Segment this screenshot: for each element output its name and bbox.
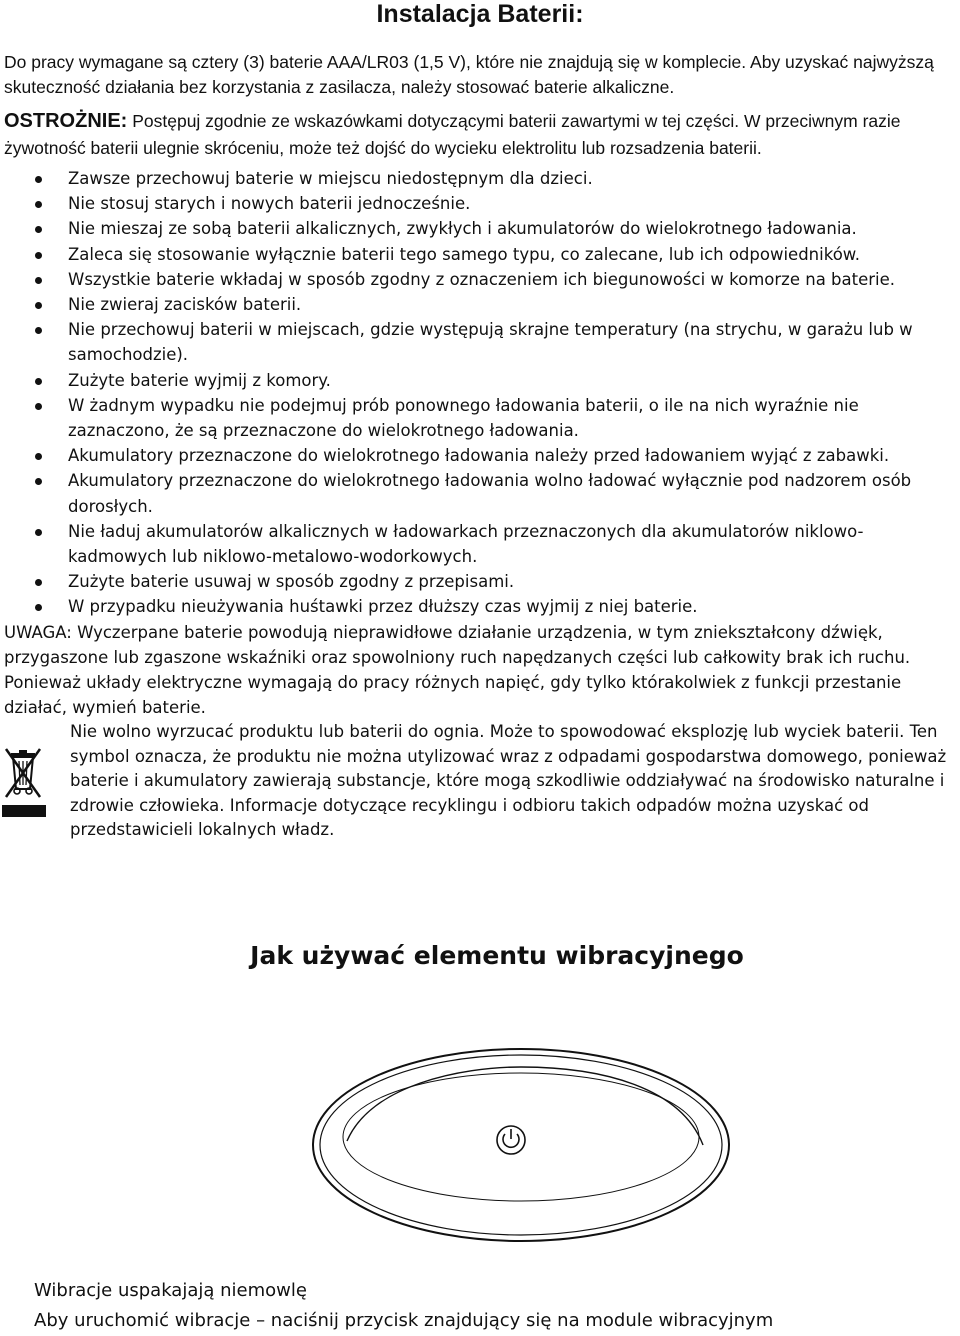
list-item <box>0 594 958 619</box>
power-button-icon[interactable] <box>497 1126 525 1154</box>
list-item-text: Zaleca się stosowanie wyłącznie baterii tego samego typu, co zalecane, lub ich odpowiedników. <box>68 244 861 264</box>
list-item-text: Nie stosuj starych i nowych baterii jednocześnie. <box>68 194 471 214</box>
list-item <box>0 267 958 292</box>
list-item-text: W przypadku nieużywania huśtawki przez dłuższy czas wyjmij z niej baterie. <box>68 597 698 617</box>
list-item <box>0 393 958 443</box>
list-item <box>0 368 958 393</box>
list-item <box>0 216 958 241</box>
bullet-dot-icon <box>35 478 42 485</box>
bullet-dot-icon <box>35 226 42 233</box>
bullet-dot-icon <box>35 453 42 460</box>
bullet-dot-icon <box>35 529 42 536</box>
list-item-text: Nie mieszaj ze sobą baterii alkalicznych, zwykłych i akumulatorów do wielokrotnego ładowania. <box>68 219 857 239</box>
vibration-module-illustration <box>311 1045 731 1245</box>
uwaga-paragraph: UWAGA: Wyczerpane baterie powodują nieprawidłowe działanie urządzenia, w tym zniekształcony dźwięk, przygaszone lub zgaszone wskaźniki oraz spowolniony ruch napędzanych części lub całkowity brak ich ruchu. Ponieważ układy elektryczne wymagają do pracy różnych napięć, gdy tylko którakolwiek z funkcji przestanie działać, wymień baterie. <box>4 623 911 717</box>
list-item-text: Nie zwieraj zacisków baterii. <box>68 295 302 315</box>
bullet-dot-icon <box>35 252 42 259</box>
warning-paragraph <box>4 108 956 162</box>
list-item-text: Akumulatory przeznaczone do wielokrotnego ładowania należy przed ładowaniem wyjąć z zabawki. <box>68 446 890 466</box>
disposal-paragraph: Nie wolno wyrzucać produktu lub baterii do ognia. Może to spowodować eksplozję lub wyciek baterii. Ten symbol oznacza, że produktu nie można utylizować wraz z odpadami gospodarstwa domowego, ponieważ baterie i akumulatory zawierają substancje, które mogą szkodliwie oddziaływać na środowisko naturalne i zdrowie człowieka. Informacje dotyczące recyklingu i odbioru takich odpadów można uzyskać od przedstawicieli lokalnych władz. <box>70 722 947 839</box>
bullet-dot-icon <box>35 378 42 385</box>
bullet-dot-icon <box>35 403 42 410</box>
list-item <box>0 166 958 191</box>
bullet-dot-icon <box>35 604 42 611</box>
bullet-dot-icon <box>35 327 42 334</box>
section-title: Jak używać elementu wibracyjnego <box>250 941 744 970</box>
list-item-text: Akumulatory przeznaczone do wielokrotnego ładowania wolno ładować wyłącznie pod nadzorem osób dorosłych. <box>68 471 912 516</box>
list-item-text: Zużyte baterie wyjmij z komory. <box>68 370 331 390</box>
bullet-dot-icon <box>35 302 42 309</box>
list-item <box>0 292 958 317</box>
list-item-text: Nie ładuj akumulatorów alkalicznych w ładowarkach przeznaczonych dla akumulatorów niklowo-kadmowych lub niklowo-metalowo-wodorkowych. <box>68 521 864 567</box>
list-item-text: Wszystkie baterie wkładaj w sposób zgodny z oznaczeniem ich biegunowości w komorze na baterie. <box>68 269 896 289</box>
list-item-text: W żadnym wypadku nie podejmuj prób ponownego ładowania baterii, o ile na nich wyraźnie nie zaznaczono, że są przeznaczone do wielokrotnego ładowania. <box>68 395 859 441</box>
battery-rules-list <box>0 166 958 620</box>
list-item <box>0 242 958 267</box>
caption-soothing: Wibracje uspakajają niemowlę <box>34 1280 307 1301</box>
bullet-dot-icon <box>35 579 42 586</box>
list-item <box>0 191 958 216</box>
list-item <box>0 443 958 468</box>
bullet-dot-icon <box>35 176 42 183</box>
list-item-text: Zużyte baterie usuwaj w sposób zgodny z przepisami. <box>68 572 515 592</box>
page-title: Instalacja Baterii: <box>376 0 584 28</box>
intro-paragraph: Do pracy wymagane są cztery (3) baterie AAA/LR03 (1,5 V), które nie znajdują się w komplecie. Aby uzyskać najwyższą skuteczność działania bez korzystania z zasilacza, należy stosować baterie alkaliczne. <box>4 52 934 97</box>
bullet-dot-icon <box>35 201 42 208</box>
list-item <box>0 468 958 518</box>
caption-instructions: Aby uruchomić wibracje – naciśnij przycisk znajdujący się na module wibracyjnym <box>34 1310 774 1331</box>
crossed-out-bin-icon <box>2 745 46 821</box>
warning-label: OSTROŻNIE: <box>4 110 128 132</box>
list-item <box>0 519 958 569</box>
list-item-text: Zawsze przechowuj baterie w miejscu niedostępnym dla dzieci. <box>68 169 593 188</box>
list-item <box>0 317 958 367</box>
bullet-dot-icon <box>35 277 42 284</box>
list-item <box>0 569 958 594</box>
warning-text: Postępuj zgodnie ze wskazówkami dotyczącymi baterii zawartymi w tej części. W przeciwnym razie żywotność baterii ulegnie skróceniu, może też dojść do wycieku elektrolitu lub rozsadzenia baterii. <box>4 111 901 158</box>
list-item-text: Nie przechowuj baterii w miejscach, gdzie występują skrajne temperatury (na strychu, w garażu lub w samochodzie). <box>68 320 913 365</box>
